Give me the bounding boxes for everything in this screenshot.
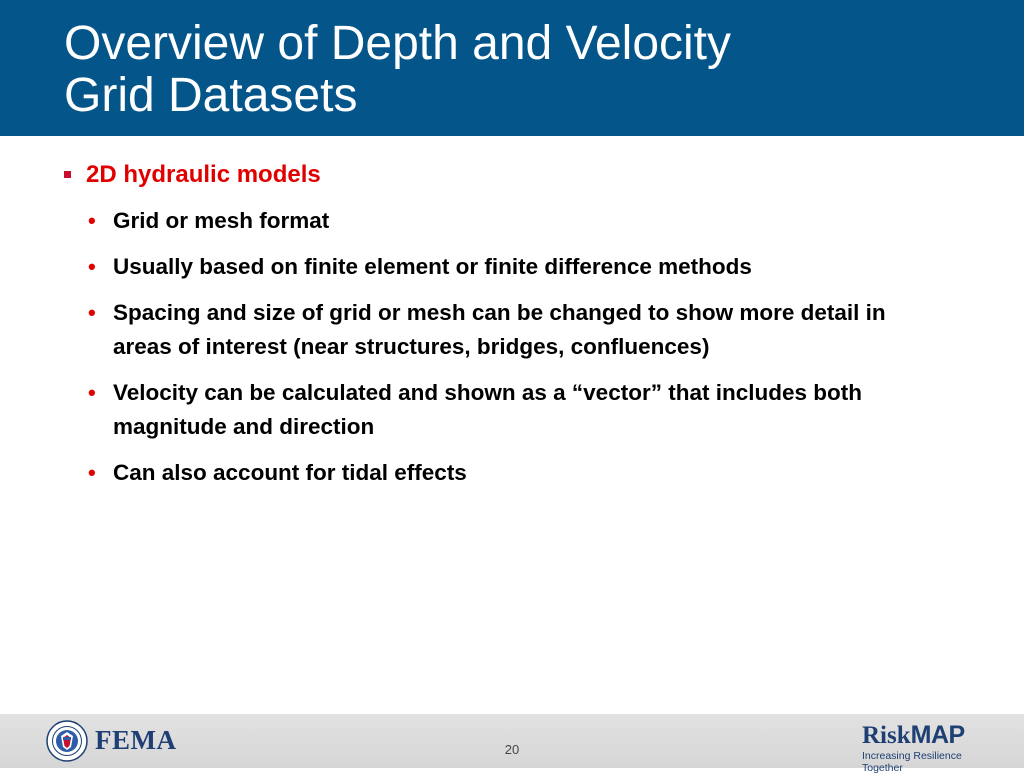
sub-bullet-text: Can also account for tidal effects <box>113 460 467 485</box>
slide-title <box>64 18 964 122</box>
footer-bar <box>0 714 1024 774</box>
sub-bullet-text: Velocity can be calculated and shown as a “vector” that includes both magnitude and direction <box>113 380 862 439</box>
bullet-text: 2D hydraulic models <box>86 161 321 188</box>
sub-bullet-text: Usually based on finite element or finite difference methods <box>113 254 752 279</box>
dot-bullet-icon: • <box>88 254 96 279</box>
fema-logo-text: FEMA <box>95 725 177 755</box>
dot-bullet-icon: • <box>88 300 96 325</box>
sub-bullet-item <box>88 296 948 364</box>
sub-bullet-item <box>88 376 948 444</box>
dot-bullet-icon: • <box>88 208 96 233</box>
sub-bullet-text: Grid or mesh format <box>113 208 330 233</box>
page-number: 20 <box>504 742 520 757</box>
slide-title-line-2: Grid Datasets <box>64 69 358 122</box>
slide-title-line-1: Overview of Depth and Velocity <box>64 17 732 70</box>
sub-bullet-item <box>88 456 948 490</box>
riskmap-logo <box>862 722 1002 774</box>
dot-bullet-icon: • <box>88 460 96 485</box>
dhs-seal-icon <box>46 720 88 762</box>
dot-bullet-icon: • <box>88 380 96 405</box>
title-bar <box>0 0 1024 136</box>
riskmap-wordmark <box>862 722 1002 749</box>
sub-bullet-item <box>88 250 948 284</box>
sub-bullet-item <box>88 204 948 238</box>
riskmap-map-text: MAP <box>910 721 965 749</box>
sub-bullet-text: Spacing and size of grid or mesh can be changed to show more detail in areas of interest (near structures, bridges, confluences) <box>113 300 886 359</box>
bullet-item <box>64 160 321 190</box>
square-bullet-icon <box>64 171 71 178</box>
sub-bullet-list <box>88 204 948 502</box>
riskmap-tagline: Increasing Resilience Together <box>862 750 962 774</box>
riskmap-risk-text: Risk <box>862 722 911 749</box>
